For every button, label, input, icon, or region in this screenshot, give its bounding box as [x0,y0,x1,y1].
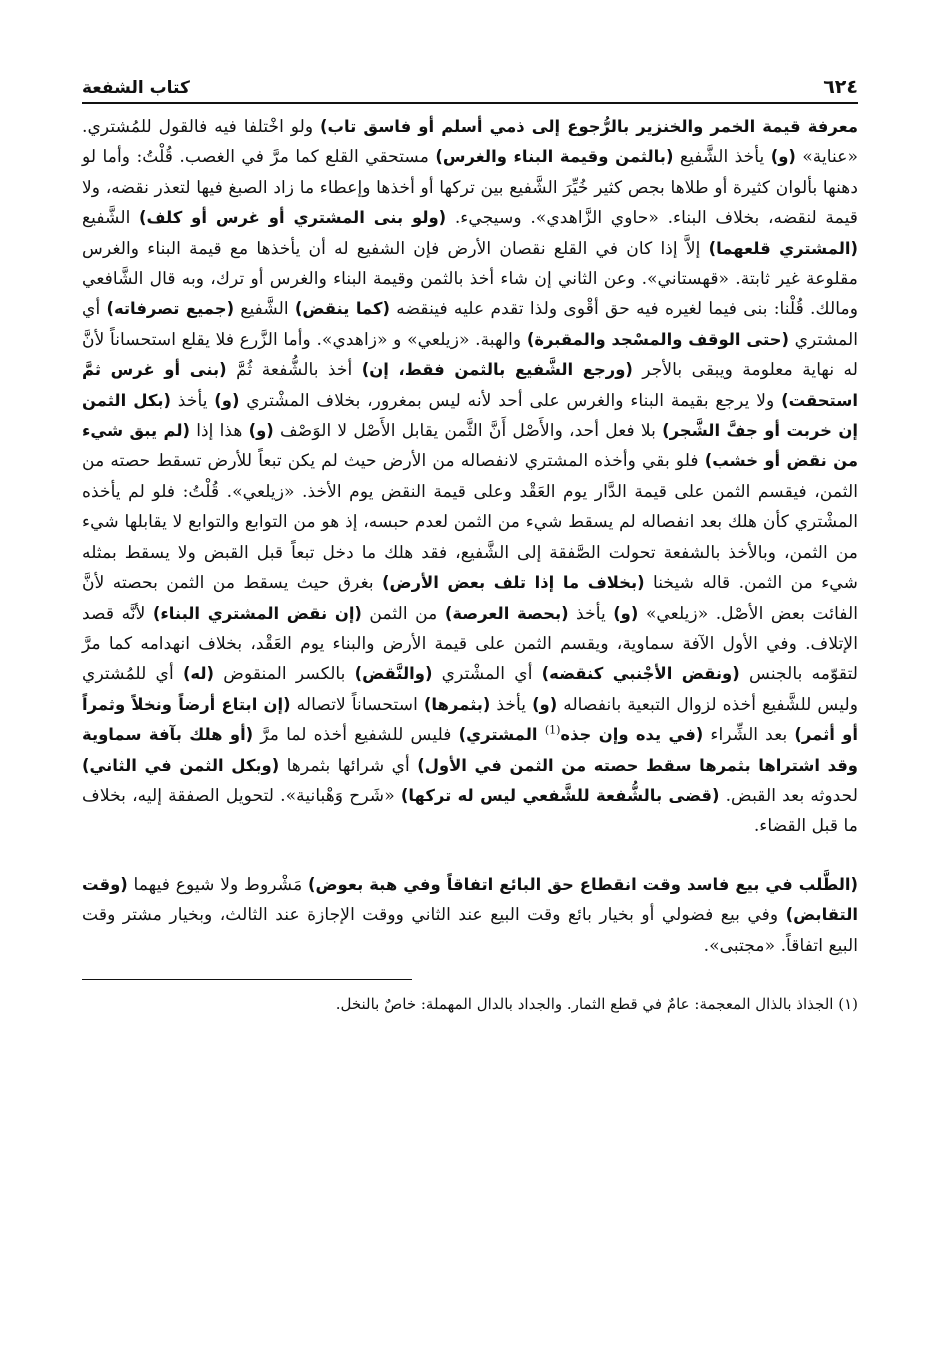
matn-text: (إن نقض المشتري البناء) [152,603,362,623]
matn-text: (كما ينقض) [294,299,391,319]
matn-text: (بحصة العرصة) [444,603,569,623]
commentary-text: فلو بقي وأخذه المشتري لانفصاله من الأرض حيث لم يكن تبعاً للأرض تسقط حصته من الثمن، فيقسم الثمن على قيمة الدَّار يوم العَقْد وعلى قيمة النقض يوم الأخذ. «زيلعي». قُلْتُ: فلو لم يأخذه المشْتري كأن هلك بعد انفصاله لم يسقط شيء من الثمن لعدم حبسه، إذ هو من التوابع والتوابع لا يقابلها شيء من الثمن، وبالأخذ بالشفعة تحولت الصَّفقة إلى الشَّفيع، فقد هلك ما دخل تبعاً قبل القبض ولا يسقط بمثله شيء من الثمن. قاله شيخنا [82,451,858,594]
matn-text: (حتى الوقف والمسْجد والمقبرة) [526,329,789,349]
commentary-text: يأخذ [568,603,614,624]
commentary-text: يأخذ [171,390,215,411]
commentary-text: مستحقي القلع كما مرَّ في الغصب. قُلْتُ: وأما لو دهنها بألوان كثيرة أو طلاها بجص كثير خُيِّرَ الشَّفيع بين تركها أو أخذها وإعطاء ما زاد الصبغ فيها لتعذر نقضه، ولا قيمة لنقضه، بخلاف البناء. «حاوي الزَّاهدي». وسيجيء. [82,147,858,229]
commentary-text: هذا إذا [190,421,249,442]
matn-text: (المشتري قلعهما) [708,238,858,258]
matn-text: (وبكل الثمن في الثاني) [82,755,280,775]
commentary-text: أي المشتري [82,299,858,350]
matn-text: المشتري) [458,725,545,745]
matn-text: (ورجع الشَّفيع بالثمن فقط، إن) [361,360,633,380]
chapter-title: كتاب الشفعة [82,78,198,98]
commentary-text: الشَّفيع [234,299,295,320]
matn-text: (و) [214,390,240,410]
matn-text: (الطَّلب في بيع فاسد وقت انقطاع حق البائع اتفاقاً وفي هبة بعوض) [308,874,858,894]
body-text [82,112,858,961]
commentary-text: فليس للشفيع أخذه لما مرَّ [253,725,459,746]
paragraph [82,112,858,842]
matn-text: (قضى بالشُّفعة للشَّفعي ليس له تركها) [400,785,720,805]
commentary-text: الشَّفيع [82,208,140,229]
footnote-rule [82,979,412,980]
commentary-text: وفي بيع فضولي أو بخيار بائع وقت البيع عند الثاني ووقت الإجازة عند الثالث، وبخيار مشتر وقت البيع اتفاقاً. «مجتبى». [82,905,858,956]
commentary-text: من الثمن [361,603,445,624]
matn-text: (و) [770,147,796,167]
matn-text: (ولو بنى المشتري أو غرس أو كلف) [139,208,447,228]
matn-text: (بثمرها) [423,694,491,714]
commentary-text: أي للمُشتري وليس للشَّفيع أخذه لزوال التبعية بانفصاله [82,664,858,715]
commentary-text: بغرق حيث يسقط من الثمن بحصته لأنَّ الفائت بعض الأصْل. «زيلعي» [82,573,859,624]
footnote-separator [82,961,858,980]
book-page [82,70,858,1310]
commentary-text: أي المشْتري [432,664,542,685]
matn-text: (أو هلك بآفة سماوية وقد اشتراها بثمرها سقط حصته من الثمن في الأول) [82,725,858,775]
commentary-text: مَشْروط ولا شيوع فيهما [127,874,309,895]
commentary-text: بلا فعل أحد، والأَصْل أَنَّ الثَّمن يقابل الأَصْل لا الوَصْف [273,421,663,442]
footnote-marker: (1) [544,723,561,737]
matn-text: (بالثمن وقيمة البناء والغرس) [435,147,674,167]
commentary-text: بالكسر المنقوض [214,664,355,685]
matn-text: (و) [532,694,558,714]
matn-text: معرفة قيمة الخمر والخنزير بالرُّجوع إلى ذمي أسلم أو فاسق تاب) [320,117,858,136]
matn-text: (و) [248,421,274,441]
running-head [82,70,858,104]
footnote-text: الجذاذ بالذال المعجمة: عامٌ في قطع الثمار. والجداد بالدال المهملة: خاصٌ بالنخل. [335,994,834,1013]
matn-text: (إن ابتاع أرضاً ونخلاً وثمراً أو أثمر) [82,694,858,745]
commentary-text: والهبة. «زيلعي» و «زاهدي». وأما الزَّرع فلا يقلع استحساناً لأنَّ له نهاية معلومة ويبقى بالأجر [82,329,858,381]
commentary-text: أي شرائها بثمرها [279,755,418,776]
commentary-text: ولو اخْتلفا فيه فالقول للمُشتري. «عناية» [82,117,859,168]
commentary-text: يأخذ [490,694,533,715]
footnote [82,992,858,1016]
matn-text: (بكل الثمن إن خربت أو جفَّ الشَّجر) [82,390,858,441]
matn-text: (بنى أو غرس ثمَّ استحقت) [82,360,858,410]
section-gap [82,842,858,870]
commentary-text: ولا يرجع بقيمة البناء والغرس على أحد لأنه ليس بمغرور، بخلاف المشْتري [239,390,782,411]
matn-text: (ونقض الأجْنبي كنقضه) [541,664,740,684]
commentary-text: يأخذ الشَّفيع [673,147,771,168]
commentary-text: بعد الشِّراء [703,725,795,746]
matn-text: (وقت التقابض) [82,874,858,925]
commentary-text: لأنَّه قصد الإتلاف. وفي الأول الآفة سماوية، ويقسم الثمن على قيمة الأرض والبناء يوم العَقْد، بخلاف انهدامه كما مرَّ لتقوّمه بالجنس [82,603,859,685]
matn-text: (جميع تصرفاته) [106,299,235,319]
paragraph [82,870,858,961]
commentary-text: إلاَّ إذا كان في القلع نقصان الأرض فإن الشفيع له أن يأخذها مع قيمة البناء والغرس مقلوعة غير ثابتة. «قهستاني». وعن الثاني إن شاء أخذ بالثمن وقيمة البناء والغرس أو ترك، وبه قال الشَّافعي ومالك. قُلْنا: بنى فيما لغيره فيه حق أقْوى ولذا تقدم عليه فينقضه [82,238,858,320]
matn-text: (و) [613,603,639,623]
commentary-text: «شَرح وَهْبانية». لتحويل الصفقة إليه، بخلاف ما قبل القضاء. [82,785,858,837]
matn-text: (والنَّقض) [354,664,433,684]
page-number: ٦٢٤ [815,76,858,98]
footnote-number: (١) [838,994,858,1013]
matn-text: (له) [182,664,215,684]
matn-text: (لم يبق شيء من نقض أو خشب) [82,421,858,471]
matn-text: (بخلاف ما إذا تلف بعض الأرض) [382,573,645,593]
commentary-text: أخذ بالشُّفعة ثُمَّ [226,360,362,381]
commentary-text: استحساناً لاتصاله [290,694,424,715]
commentary-text: لحدوثه بعد القبض. [719,785,859,806]
matn-text: (في يده وإن جذه [560,725,704,745]
